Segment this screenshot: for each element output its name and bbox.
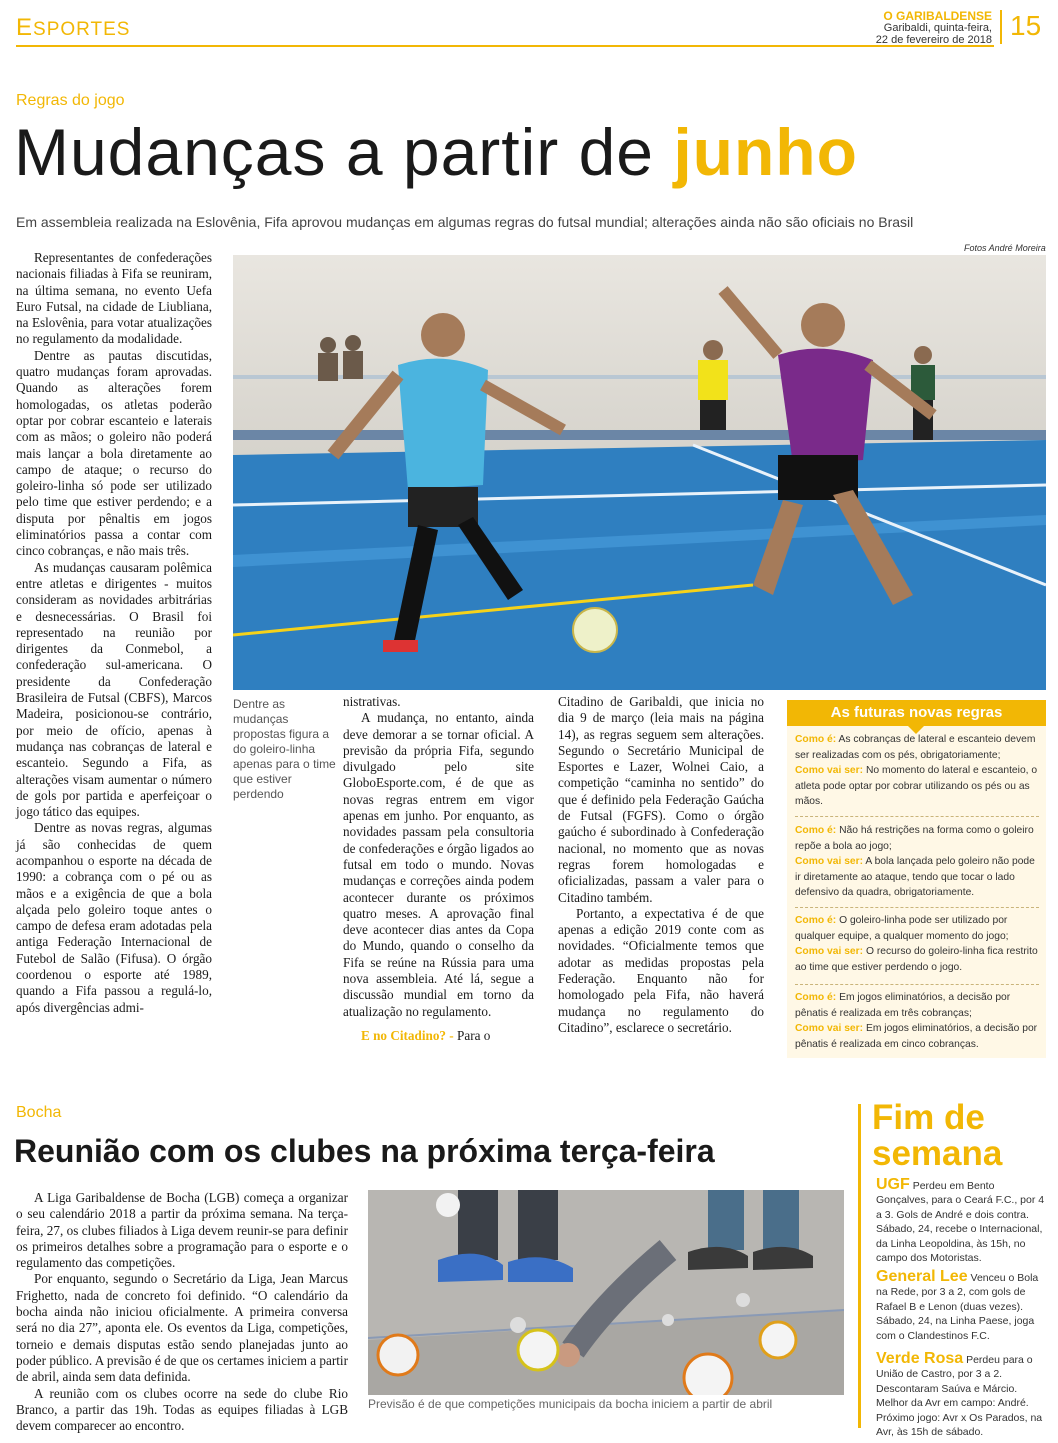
paragraph: nistrativas. (343, 694, 401, 709)
rule-label-now: Como é: (795, 915, 837, 926)
paragraph: Dentre as pautas discutidas, quatro mudanças foram aprovadas. Quando as alterações forem homologadas, os atletas poderão optar por cobrar escanteio e laterais com as mãos; o goleiro não poderá mais lançar a bola diretamente ao campo de ataque; o recurso do goleiro-linha só pode ser utilizado pelo time que estiver perdendo; e a disputa por pênaltis em jogos eliminatórios passa a contar com cinco cobranças, e não mais três. (16, 347, 212, 559)
rule-now: Em jogos eliminatórios, a decisão por pênatis é realizada em três cobranças; (795, 992, 1011, 1019)
citadino-subhead-line (343, 1028, 534, 1044)
headline-plain: Mudanças a partir de (14, 115, 674, 189)
paper-info (876, 10, 992, 46)
paragraph: Representantes de confederações nacionais filiadas à Fifa se reuniram, na última semana, no evento Uefa Euro Futsal, na cidade de Liubliana, na Eslovênia, para votar atualizações no regulamento da modalidade. (16, 250, 212, 347)
headline-accent: junho (673, 115, 858, 189)
article-headline (14, 114, 858, 190)
rule-future: No momento do lateral e escanteio, o atleta pode optar por cobrar utilizando os pés ou as mãos. (795, 765, 1038, 807)
rules-box (787, 700, 1046, 1058)
paper-name: O GARIBALDENSE (883, 9, 992, 23)
bocha-photo-drawing (368, 1190, 844, 1395)
paper-date: 22 de fevereiro de 2018 (875, 34, 992, 46)
weekend-item (876, 1178, 1046, 1265)
paragraph: Portanto, a expectativa é de que apenas a edição 2019 conte com as novidades. “Oficialmente temos que adotar as medidas propostas pela Federação. Enquanto não for homologado pela Fifa, não haverá mudança no regulamento do Citadino”, esclarece o secretário. (558, 905, 764, 1035)
weekend-item (876, 1270, 1046, 1343)
weekend-title-line1: Fim de (872, 1098, 985, 1137)
citadino-subhead-tail: Para o (453, 1027, 491, 1043)
paragraph: As mudanças causaram polêmica entre atletas e dirigentes - muitos consideram as novidades arbitrárias e desnecessárias. O Brasil foi representado na reunião por dirigentes da Conmebol, a confederação sul-americana. O presidente da Confederação Brasileira de Futsal (CBFS), Marcos Madeira, posicionou-se contrário, por meio de ofício, apenas à mudança nas cobranças de lateral e escanteio. Segundo a Fifa, as alterações visam aumentar o número de gols por partida e aperfeiçoar o jogo tático das equipes. (16, 559, 212, 820)
photo-credit: Fotos André Moreira (964, 243, 1046, 253)
paragraph: A reunião com os clubes ocorre na sede do clube Rio Branco, a partir das 19h. Todas as equipes filiadas à LGB devem comparecer ao encontro. (16, 1385, 348, 1434)
weekend-team: General Lee (876, 1268, 968, 1285)
weekend-rule (858, 1104, 861, 1428)
rule-item (795, 823, 1039, 901)
citadino-subhead: E no Citadino? - (361, 1027, 454, 1043)
bocha-photo-caption: Previsão é de que competições municipais da bocha iniciem a partir de abril (368, 1397, 773, 1411)
rule-now: O goleiro-linha pode ser utilizado por qualquer equipe, a qualquer momento do jogo; (795, 915, 1009, 942)
futsal-photo (233, 255, 1046, 690)
weekend-team: Verde Rosa (876, 1350, 964, 1367)
rule-label-now: Como é: (795, 734, 837, 745)
section-initial: E (16, 14, 34, 41)
paragraph: A mudança, no entanto, ainda deve demorar a se tornar oficial. A previsão da própria Fifa, segundo divulgado pelo site GloboEsporte.com, é de que as novas regras entrem em vigor apenas em junho. Por enquanto, as novidades passam pela consultoria de confederações e órgão ligados ao futsal em todo o mundo. Novas mudanças e correções ainda podem acontecer durante os próximos quatro meses. A aprovação final deve acontecer dias antes da Copa do Mundo, quando o conselho da Fifa se reúne na Rússia para uma nova assembleia. Até lá, segue a discussão mundial em torno da atualização no regulamento. (343, 710, 534, 1019)
page-number: 15 (1010, 10, 1042, 41)
bocha-column (16, 1190, 348, 1434)
paragraph: Citadino de Garibaldi, que inicia no dia 9 de março (leia mais na página 14), as regras seguem sem alterações. Segundo o Secretário Municipal de Esportes e Lazer, Wolnei Caio, a competição “caminha no sentido” do que é definido pela Federação Gaúcha de Futsal (FGFS). Como o órgão gaúcho é subordinado à Confederação nacional, no momento que as novas regras forem homologadas e oficializadas, passam a valer para o Citadino também. (558, 694, 764, 905)
paragraph: A Liga Garibaldense de Bocha (LGB) começa a organizar o seu calendário 2018 a partir da próxima semana. Na terça-feira, 27, os clubes filiados à Liga devem reunir-se para definir os primeiros detalhes sobre a programação para o esporte e o regulamento das competições. (16, 1190, 348, 1271)
article-kicker: Regras do jogo (16, 92, 125, 109)
bocha-photo (368, 1190, 844, 1395)
paper-city-day: Garibaldi, quinta-feira, (883, 22, 992, 34)
rule-label-now: Como é: (795, 825, 837, 836)
article-column-1 (16, 250, 212, 1016)
rule-now: As cobranças de lateral e escanteio devem ser realizadas com os pés, obrigatoriamente; (795, 734, 1036, 761)
rule-item (795, 990, 1039, 1052)
futsal-photo-caption: Dentre as mudanças propostas figura a do goleiro-linha apenas para o time que estiver perdendo (233, 697, 336, 801)
article-column-3 (558, 694, 764, 1036)
rule-item (795, 732, 1039, 810)
weekend-title-line2: semana (872, 1134, 1003, 1173)
weekend-text: Perdeu em Bento Gonçalves, para o Ceará F.C., por 4 a 3. Gols de André e dois contra. Sábado, 24, recebe o Internacional, da Linha Leopoldina, às 15h, no campo dos Motoristas. (876, 1180, 1045, 1265)
rule-now: Não há restrições na forma como o goleiro repõe a bola ao jogo; (795, 825, 1034, 852)
rule-label-future: Como vai ser: (795, 946, 864, 957)
weekend-team: UGF (876, 1176, 910, 1193)
rule-separator (795, 816, 1039, 817)
rule-label-future: Como vai ser: (795, 856, 864, 867)
paragraph: Por enquanto, segundo o Secretário da Liga, Jean Marcus Frighetto, nada de concreto foi definido. “O calendário da bocha ainda não iniciou oficialmente. A primeira conversa será no dia 27”, aponta ele. Os eventos da Liga, competições, torneio e demais disputas estão sendo planejadas junto ao poder público. A previsão é de que os certames iniciem a partir de abril, ainda sem data definida. (16, 1271, 348, 1385)
rule-future: Em jogos eliminatórios, a decisão por pênatis é realizada em cinco cobranças. (795, 1023, 1038, 1050)
section-name (16, 14, 130, 42)
rule-label-now: Como é: (795, 992, 837, 1003)
rule-future: O recurso do goleiro-linha fica restrito ao time que estiver perdendo o jogo. (795, 946, 1038, 973)
bocha-headline: Reunião com os clubes na próxima terça-feira (14, 1133, 715, 1169)
page-separator (1000, 10, 1002, 44)
weekend-text: Venceu o Bola na Rede, por 3 a 2, com gols de Rafael B e Lenon (duas vezes). Sábado, 24, na Linha Paese, joga com o Clandestinos F.C. (876, 1272, 1039, 1342)
rules-box-title: As futuras novas regras (787, 700, 1046, 726)
rule-label-future: Como vai ser: (795, 765, 864, 776)
section-rest: SPORTES (33, 19, 131, 40)
rule-item (795, 913, 1039, 975)
futsal-photo-drawing (233, 255, 1046, 690)
rule-label-future: Como vai ser: (795, 1023, 864, 1034)
article-column-2 (343, 694, 534, 1044)
article-subtitle: Em assembleia realizada na Eslovênia, Fifa aprovou mudanças em algumas regras do futsal mundial; alterações ainda não são oficiais no Brasil (16, 214, 914, 230)
weekend-title (872, 1100, 1002, 1172)
rule-separator (795, 984, 1039, 985)
bocha-kicker: Bocha (16, 1104, 62, 1121)
rule-separator (795, 907, 1039, 908)
header-rule (16, 45, 994, 47)
rule-future: A bola lançada pelo goleiro não pode ir diretamente ao ataque, tendo que tocar o lado defensivo da quadra, obrigatoriamente. (795, 856, 1035, 898)
weekend-item (876, 1352, 1046, 1439)
weekend-text: Perdeu para o União de Castro, por 3 a 2. Descontaram Saúva e Márcio. Melhor da Avr em campo: André. Próximo jogo: Avr x Os Parados, na Avr, às 15h de sábado. (876, 1354, 1043, 1439)
paragraph: Dentre as novas regras, algumas já são conhecidas de quem acompanhou o esporte na década de 1990: a cobrança com o pé ou as mãos e a exigência de que a bola alçada pelo goleiro toque antes o campo de defesa eram adotadas pela antiga Federação Internacional de Futebol de Salão (Fifusa). O órgão coordenou o esporte até 1989, quando a Fifa passou a regulá-lo, após divergências admi- (16, 820, 212, 1015)
